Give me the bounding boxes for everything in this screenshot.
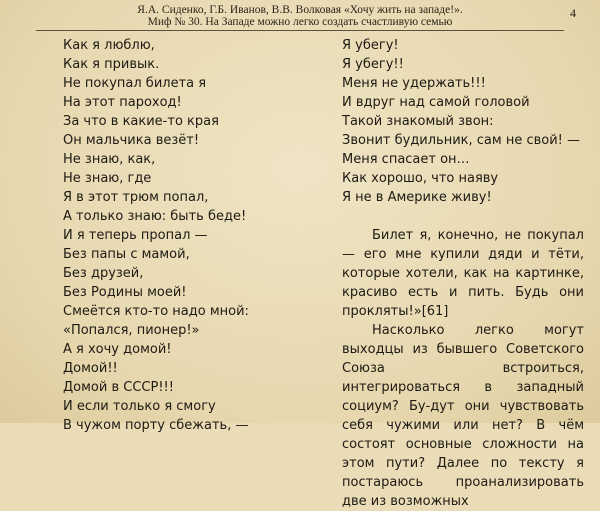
poem-line: Не покупал билета я bbox=[63, 76, 207, 91]
poem-line: Он мальчика везёт! bbox=[63, 133, 200, 148]
poem-line: Домой в СССР!!! bbox=[63, 380, 174, 395]
poem-line: Как хорошо, что наяву bbox=[342, 171, 499, 186]
poem-line: За что в какие-то края bbox=[63, 114, 219, 129]
poem-line: Смеётся кто-то надо мной: bbox=[63, 304, 249, 319]
body-paragraph-1: Билет я, конечно, не покупал — его мне купили дяди и тёти, которые хотели, как на картинке, красиво есть и пить. Будь они прокляты!»[61] bbox=[342, 228, 584, 319]
poem-line: Меня не удержать!!! bbox=[342, 76, 486, 91]
poem-line: Как я люблю, bbox=[63, 38, 155, 53]
poem-line: Без папы с мамой, bbox=[63, 247, 190, 262]
poem-line: И вдруг над самой головой bbox=[342, 95, 530, 110]
poem-line: А я хочу домой! bbox=[63, 342, 172, 357]
poem-line: Не знаю, как, bbox=[63, 152, 156, 167]
header-divider bbox=[36, 30, 564, 31]
poem-line: Я в этот трюм попал, bbox=[63, 190, 209, 205]
body-paragraph-2: Насколько легко могут выходцы из бывшего Советского Союза встроиться, интегрироваться в западный социум? Бу-дут они чувствовать себя чужими или нет? В чём состоят основные сложности на этом пути? Далее по тексту я постараюсь проанализировать две из возможных bbox=[342, 323, 584, 509]
poem-line: А только знаю: быть беде! bbox=[63, 209, 247, 224]
poem-line: Как я привык. bbox=[63, 57, 160, 72]
page-number: 4 bbox=[570, 6, 576, 20]
poem-line: Меня спасает он… bbox=[342, 152, 470, 167]
stanza-gap bbox=[342, 207, 584, 226]
poem-line: Без друзей, bbox=[63, 266, 144, 281]
right-column bbox=[342, 36, 584, 511]
poem-line: Без Родины моей! bbox=[63, 285, 187, 300]
left-column bbox=[63, 36, 313, 435]
header-authors-title: Я.А. Сиденко, Г.Б. Иванов, В.В. Волковая «Хочу жить на западе!». bbox=[137, 4, 463, 16]
poem-line: Я убегу!! bbox=[342, 57, 404, 72]
poem-line: Я не в Америке живу! bbox=[342, 190, 492, 205]
poem-stanza-right bbox=[342, 36, 584, 207]
poem-line: Звонит будильник, сам не свой! — bbox=[342, 133, 581, 148]
poem-line: Я убегу! bbox=[342, 38, 399, 53]
poem-line: Не знаю, где bbox=[63, 171, 152, 186]
poem-stanza-left bbox=[63, 36, 313, 435]
poem-line: И я теперь пропал — bbox=[63, 228, 208, 243]
poem-line: Такой знакомый звон: bbox=[342, 114, 494, 129]
running-header bbox=[0, 4, 600, 28]
poem-line: На этот пароход! bbox=[63, 95, 182, 110]
header-chapter-title: Миф № 30. На Западе можно легко создать счастливую семью bbox=[147, 16, 453, 28]
poem-line: В чужом порту сбежать, — bbox=[63, 418, 249, 433]
poem-line: Домой!! bbox=[63, 361, 118, 376]
poem-line: «Попался, пионер!» bbox=[63, 323, 200, 338]
poem-line: И если только я смогу bbox=[63, 399, 216, 414]
